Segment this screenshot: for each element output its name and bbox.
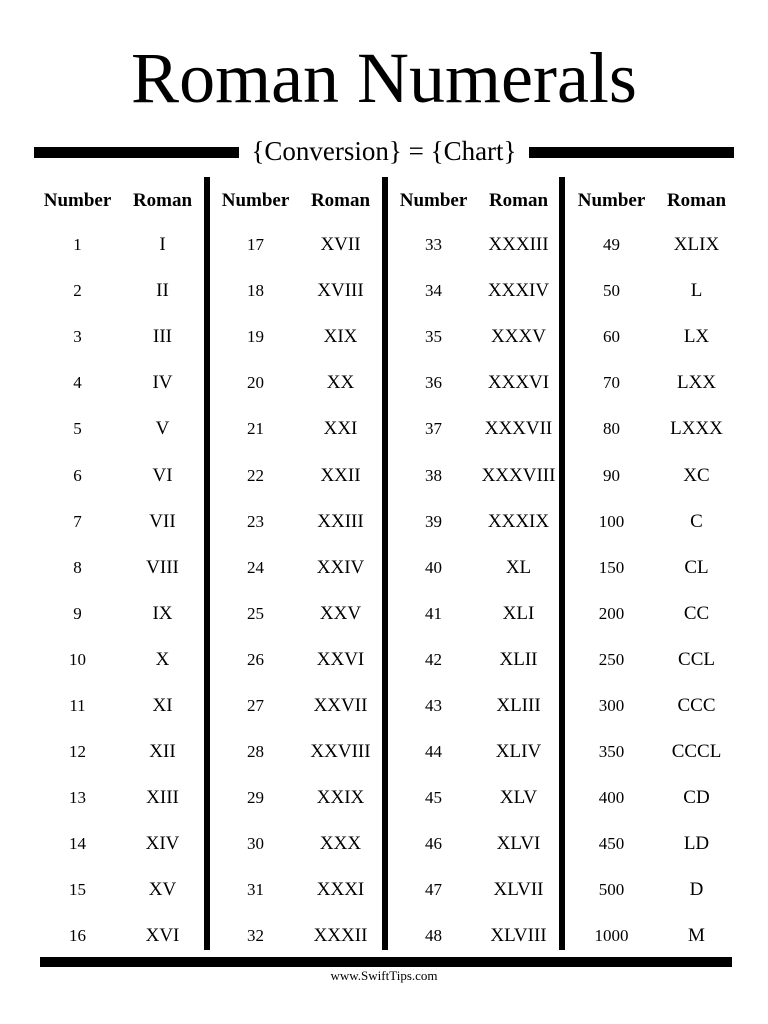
number-cell: 250 <box>598 649 625 669</box>
table-column <box>35 180 205 960</box>
number-cell: 12 <box>69 742 86 762</box>
number-cell: 45 <box>425 788 442 808</box>
subtitle-text: {Conversion} = {Chart} <box>239 136 528 166</box>
roman-cell: CCCL <box>671 741 722 763</box>
table-row <box>569 821 739 867</box>
column-header <box>213 180 383 222</box>
roman-cell: XVI <box>145 925 180 947</box>
header-number: Number <box>43 190 112 211</box>
table-row <box>569 406 739 452</box>
roman-cell: XXXII <box>313 925 368 947</box>
number-cell: 22 <box>247 465 264 485</box>
roman-cell: XIV <box>145 833 180 855</box>
roman-cell: XL <box>505 556 532 578</box>
number-cell: 150 <box>598 557 625 577</box>
roman-cell: LXX <box>676 372 717 394</box>
table-row <box>213 268 383 314</box>
roman-cell: XLIX <box>673 234 720 256</box>
table-row <box>391 222 561 268</box>
header-number: Number <box>399 190 468 211</box>
roman-cell: C <box>690 510 703 532</box>
number-cell: 450 <box>598 834 625 854</box>
roman-cell: XVIII <box>317 280 364 302</box>
table-row <box>569 222 739 268</box>
number-cell: 13 <box>69 788 86 808</box>
roman-cell: IX <box>152 602 173 624</box>
number-cell: 33 <box>425 235 442 255</box>
table-row <box>213 406 383 452</box>
roman-cell: LXXX <box>670 418 723 440</box>
table-row <box>391 406 561 452</box>
number-cell: 34 <box>425 281 442 301</box>
footer-url: www.SwiftTips.com <box>330 968 438 983</box>
header-roman: Roman <box>132 190 193 211</box>
subtitle <box>0 134 768 168</box>
roman-cell: XXX <box>319 833 362 855</box>
number-cell: 6 <box>73 465 82 485</box>
table-row <box>35 360 205 406</box>
number-cell: 18 <box>247 281 264 301</box>
number-cell: 1 <box>73 235 82 255</box>
table-row <box>391 775 561 821</box>
roman-cell: M <box>688 925 705 947</box>
table-row <box>213 913 383 959</box>
column-header <box>35 180 205 222</box>
roman-cell: XXXIV <box>487 280 550 302</box>
header-number: Number <box>577 190 646 211</box>
roman-cell: CCC <box>677 694 716 716</box>
number-cell: 21 <box>247 419 264 439</box>
number-cell: 2 <box>73 281 82 301</box>
roman-cell: XXIV <box>316 556 365 578</box>
roman-cell: XLVII <box>493 879 544 901</box>
number-cell: 8 <box>73 557 82 577</box>
table-row <box>213 452 383 498</box>
number-cell: 300 <box>598 695 625 715</box>
roman-cell: X <box>155 648 170 670</box>
table-row <box>35 222 205 268</box>
roman-cell: III <box>153 326 172 348</box>
bottom-rule <box>40 957 732 967</box>
roman-cell: XXVIII <box>310 741 371 763</box>
table-row <box>569 545 739 591</box>
roman-cell: XLVI <box>496 833 541 855</box>
table-row <box>213 729 383 775</box>
header-roman: Roman <box>310 190 371 211</box>
table-row <box>391 452 561 498</box>
roman-cell: VII <box>149 510 176 532</box>
table-row <box>213 545 383 591</box>
table-row <box>35 406 205 452</box>
number-cell: 43 <box>425 695 442 715</box>
table-row <box>569 867 739 913</box>
roman-cell: XXVI <box>316 648 365 670</box>
number-cell: 5 <box>73 419 82 439</box>
table-row <box>35 867 205 913</box>
number-cell: 14 <box>69 834 86 854</box>
number-cell: 80 <box>603 419 620 439</box>
number-cell: 16 <box>69 926 86 946</box>
table-row <box>213 499 383 545</box>
number-cell: 40 <box>425 557 442 577</box>
table-row <box>213 683 383 729</box>
number-cell: 350 <box>598 742 625 762</box>
header-roman: Roman <box>488 190 549 211</box>
number-cell: 7 <box>73 511 82 531</box>
table-row <box>213 222 383 268</box>
table-row <box>391 499 561 545</box>
roman-cell: CL <box>684 556 709 578</box>
table-column <box>391 180 561 960</box>
roman-cell: D <box>689 879 704 901</box>
roman-cell: XLII <box>499 648 538 670</box>
roman-cell: XLI <box>502 602 535 624</box>
roman-cell: II <box>156 280 169 302</box>
table-row <box>391 683 561 729</box>
table-row <box>35 821 205 867</box>
table-row <box>35 314 205 360</box>
table-row <box>391 637 561 683</box>
number-cell: 41 <box>425 603 442 623</box>
number-cell: 46 <box>425 834 442 854</box>
table-row <box>391 913 561 959</box>
roman-cell: XC <box>683 464 710 486</box>
roman-cell: XXIII <box>317 510 364 532</box>
roman-cell: XXII <box>320 464 361 486</box>
roman-cell: VI <box>152 464 173 486</box>
number-cell: 10 <box>69 649 86 669</box>
roman-cell: XXVII <box>313 694 368 716</box>
number-cell: 200 <box>598 603 625 623</box>
table-row <box>213 821 383 867</box>
roman-cell: IV <box>152 372 173 394</box>
table-row <box>391 360 561 406</box>
table-row <box>569 913 739 959</box>
table-row <box>569 683 739 729</box>
number-cell: 36 <box>425 373 442 393</box>
table-row <box>569 775 739 821</box>
roman-cell: XV <box>148 879 177 901</box>
number-cell: 11 <box>69 695 86 715</box>
table-column <box>213 180 383 960</box>
table-row <box>35 683 205 729</box>
table-row <box>569 591 739 637</box>
roman-cell: V <box>155 418 170 440</box>
number-cell: 49 <box>603 235 620 255</box>
table-row <box>213 637 383 683</box>
table-row <box>213 775 383 821</box>
number-cell: 24 <box>247 557 264 577</box>
roman-cell: XXXVIII <box>481 464 556 486</box>
table-row <box>35 591 205 637</box>
table-row <box>35 729 205 775</box>
number-cell: 30 <box>247 834 264 854</box>
roman-cell: XLIII <box>496 694 541 716</box>
roman-cell: XXIX <box>316 787 365 809</box>
table-row <box>569 314 739 360</box>
number-cell: 17 <box>247 235 264 255</box>
table-row <box>391 821 561 867</box>
roman-cell: XLVIII <box>490 925 547 947</box>
roman-cell: XX <box>326 372 355 394</box>
number-cell: 47 <box>425 880 442 900</box>
table-row <box>569 452 739 498</box>
number-cell: 50 <box>603 281 620 301</box>
number-cell: 23 <box>247 511 264 531</box>
roman-cell: XXXIII <box>488 234 549 256</box>
roman-cell: XLV <box>499 787 538 809</box>
roman-cell: XXXVI <box>487 372 550 394</box>
roman-cell: XXXI <box>316 879 365 901</box>
table-row <box>569 268 739 314</box>
roman-cell: L <box>690 280 703 302</box>
roman-cell: XXI <box>323 418 358 440</box>
number-cell: 25 <box>247 603 264 623</box>
number-cell: 400 <box>598 788 625 808</box>
number-cell: 20 <box>247 373 264 393</box>
roman-cell: CC <box>683 602 710 624</box>
number-cell: 29 <box>247 788 264 808</box>
number-cell: 37 <box>425 419 442 439</box>
roman-cell: XI <box>152 694 173 716</box>
roman-cell: XXXIX <box>487 510 550 532</box>
number-cell: 70 <box>603 373 620 393</box>
roman-cell: XLIV <box>495 741 542 763</box>
header-roman: Roman <box>666 190 727 211</box>
roman-cell: CCL <box>678 648 715 670</box>
table-row <box>35 268 205 314</box>
number-cell: 100 <box>598 511 625 531</box>
roman-cell: LX <box>683 326 710 348</box>
table-row <box>391 729 561 775</box>
table-row <box>35 452 205 498</box>
roman-cell: LD <box>683 833 710 855</box>
table-row <box>391 867 561 913</box>
roman-cell: XVII <box>320 234 361 256</box>
number-cell: 4 <box>73 373 82 393</box>
number-cell: 32 <box>247 926 264 946</box>
number-cell: 48 <box>425 926 442 946</box>
number-cell: 19 <box>247 327 264 347</box>
table-row <box>569 360 739 406</box>
column-header <box>569 180 739 222</box>
number-cell: 9 <box>73 603 82 623</box>
number-cell: 39 <box>425 511 442 531</box>
table-row <box>391 268 561 314</box>
number-cell: 26 <box>247 649 264 669</box>
roman-cell: CD <box>683 787 710 809</box>
table-row <box>35 637 205 683</box>
table-row <box>391 545 561 591</box>
number-cell: 60 <box>603 327 620 347</box>
roman-cell: VIII <box>146 556 179 578</box>
table-row <box>391 314 561 360</box>
number-cell: 42 <box>425 649 442 669</box>
number-cell: 27 <box>247 695 264 715</box>
roman-cell: XXXV <box>491 326 546 348</box>
roman-cell: XXXVII <box>484 418 553 440</box>
table-row <box>35 775 205 821</box>
table-row <box>35 499 205 545</box>
table-column <box>569 180 739 960</box>
table-row <box>569 499 739 545</box>
number-cell: 28 <box>247 742 264 762</box>
table-row <box>391 591 561 637</box>
table-row <box>35 545 205 591</box>
table-row <box>569 637 739 683</box>
number-cell: 31 <box>247 880 264 900</box>
column-header <box>391 180 561 222</box>
table-row <box>35 913 205 959</box>
number-cell: 38 <box>425 465 442 485</box>
table-row <box>213 867 383 913</box>
header-number: Number <box>221 190 290 211</box>
roman-cell: XII <box>149 741 176 763</box>
page-title: Roman Numerals <box>131 38 637 118</box>
number-cell: 90 <box>603 465 620 485</box>
number-cell: 1000 <box>594 926 629 946</box>
table-row <box>569 729 739 775</box>
table-row <box>213 314 383 360</box>
number-cell: 15 <box>69 880 86 900</box>
roman-cell: XXV <box>319 602 362 624</box>
table-row <box>213 360 383 406</box>
roman-cell: XIII <box>146 787 179 809</box>
table-row <box>213 591 383 637</box>
roman-cell: I <box>159 234 166 256</box>
number-cell: 35 <box>425 327 442 347</box>
number-cell: 500 <box>598 880 625 900</box>
number-cell: 44 <box>425 742 442 762</box>
number-cell: 3 <box>73 327 82 347</box>
roman-cell: XIX <box>323 326 358 348</box>
